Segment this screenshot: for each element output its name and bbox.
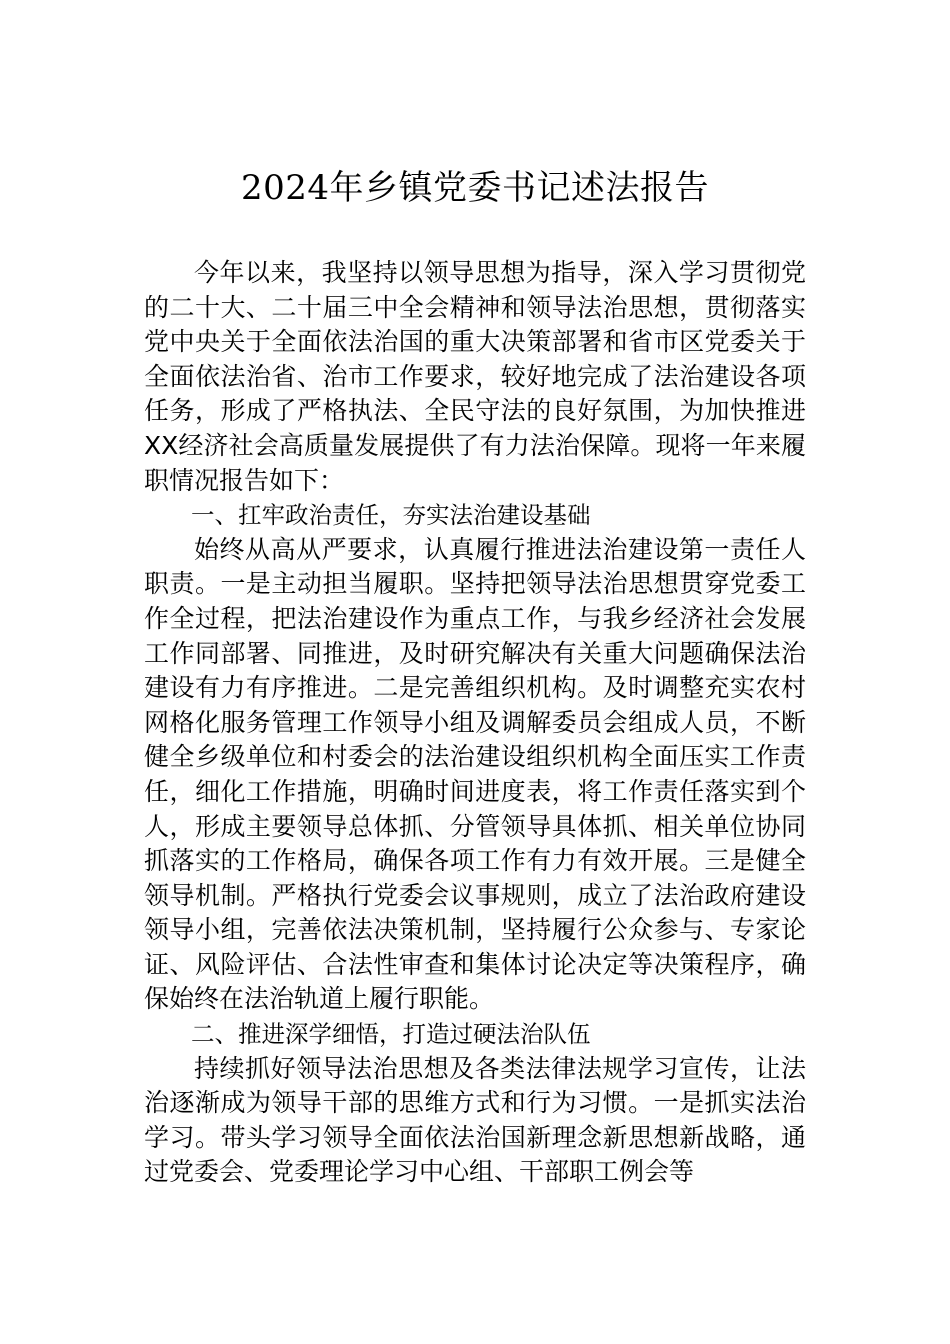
paragraph-intro: 今年以来，我坚持以领导思想为指导，深入学习贯彻党的二十大、二十届三中全会精神和领导法治思想，贯彻落实党中央关于全面依法治国的重大决策部署和省市区党委关于全面依法治省、治市工作要求，较好地完成了法治建设各项任务，形成了严格执法、全民守法的良好氛围，为加快推进XX经济社会高质量发展提供了有力法治保障。现将一年来履职情况报告如下： xyxy=(144,258,806,495)
paragraph-section-2: 持续抓好领导法治思想及各类法律法规学习宣传，让法治逐渐成为领导干部的思维方式和行为习惯。一是抓实法治学习。带头学习领导全面依法治国新理念新思想新战略，通过党委会、党委理论学习中心组、干部职工例会等 xyxy=(144,1053,806,1187)
paragraph-section-1: 始终从高从严要求，认真履行推进法治建设第一责任人职责。一是主动担当履职。坚持把领导法治思想贯穿党委工作全过程，把法治建设作为重点工作，与我乡经济社会发展工作同部署、同推进，及时研究解决有关重大问题确保法治建设有力有序推进。二是完善组织机构。及时调整充实农村网格化服务管理工作领导小组及调解委员会组成人员，不断健全乡级单位和村委会的法治建设组织机构全面压实工作责任，细化工作措施，明确时间进度表，将工作责任落实到个人，形成主要领导总体抓、分管领导具体抓、相关单位协同抓落实的工作格局，确保各项工作有力有效开展。三是健全领导机制。严格执行党委会议事规则，成立了法治政府建设领导小组，完善依法决策机制，坚持履行公众参与、专家论证、风险评估、合法性审查和集体讨论决定等决策程序，确保始终在法治轨道上履行职能。 xyxy=(144,534,806,1014)
document-title: 2024年乡镇党委书记述法报告 xyxy=(240,168,710,208)
section-heading-1: 一、扛牢政治责任，夯实法治建设基础 xyxy=(191,501,591,530)
section-heading-2: 二、推进深学细悟，打造过硬法治队伍 xyxy=(191,1020,591,1049)
document-body xyxy=(144,256,806,1190)
